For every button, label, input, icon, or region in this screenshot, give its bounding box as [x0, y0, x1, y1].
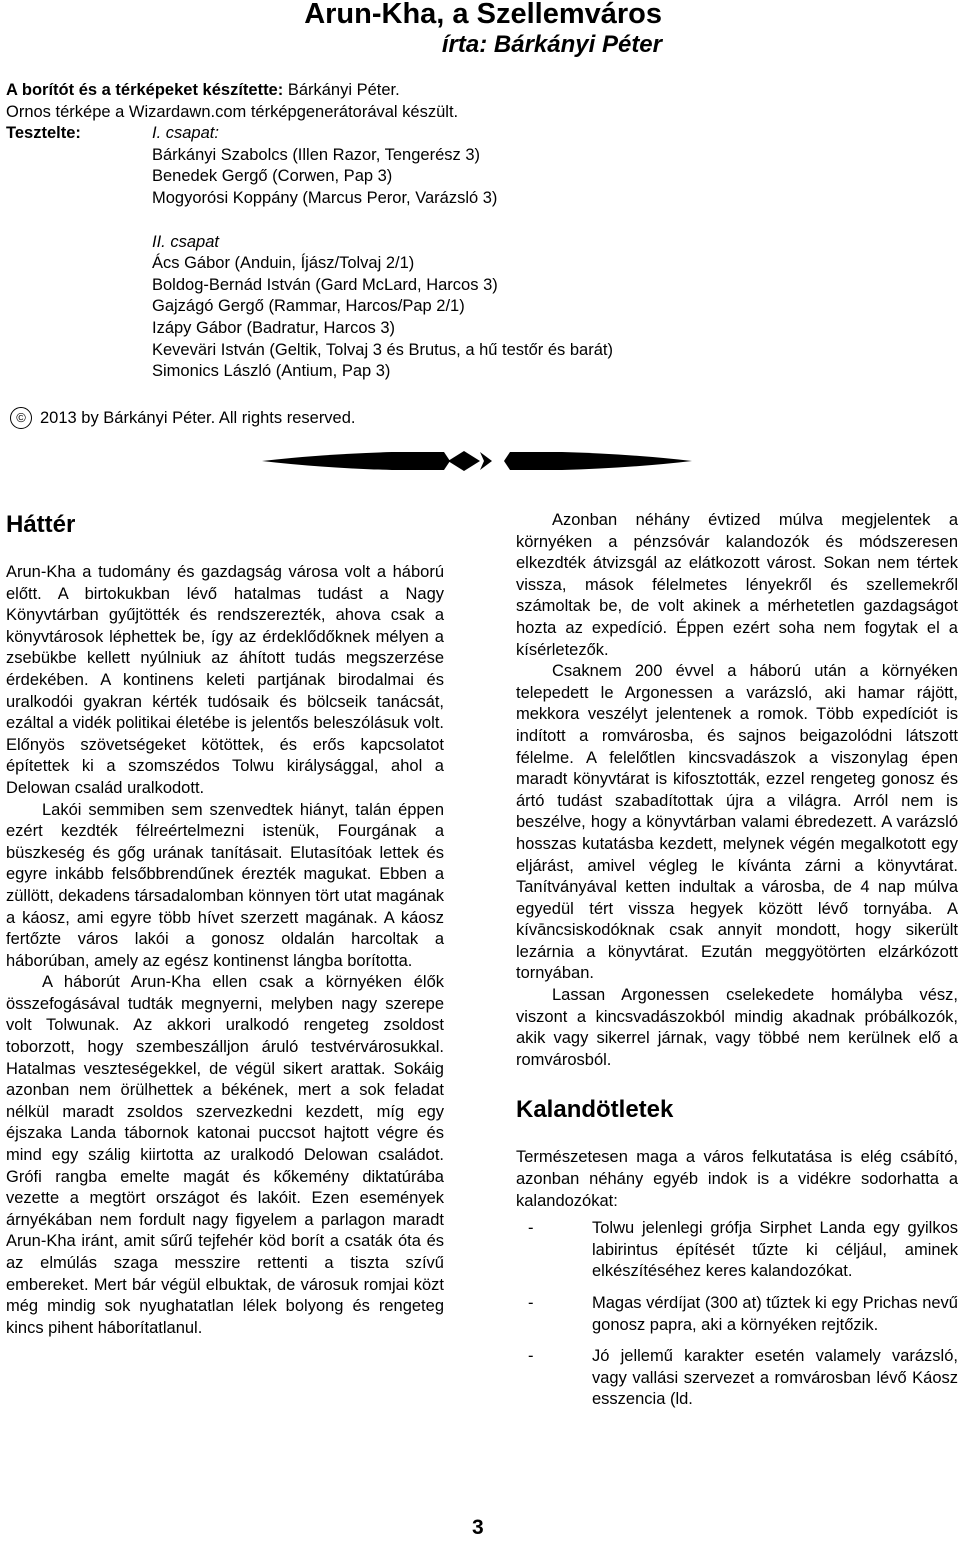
title-block [304, 0, 662, 62]
left-column [6, 510, 444, 1339]
group1-member: Benedek Gergő (Corwen, Pap 3) [152, 167, 393, 186]
right-column [516, 510, 958, 1421]
tested-by-label: Tesztelte: [6, 124, 81, 143]
paragraph: Lakói semmiben sem szenvedtek hiányt, talán éppen ezért kezdték félreértelmezni istenük, Fourgának a büszkeség és gőg urának tanításait. Elutasítóak lettek és egyre inkább felsőbbrendűnek érezték magukat. Ebben a züllött, dekadens társadalomban könnyen tört utat magának a káosz, ami egyre több hívet szerzett magának. A káosz fertőzte város lakói a gonosz oldalán harcoltak a háborúban, amely az egész kontinenst lángba borította. [6, 800, 444, 970]
cover-credit-value: Bárkányi Péter. [283, 81, 400, 99]
paragraph: A háborút Arun-Kha ellen csak a környéken élők összefogásával tudták megnyerni, melyben nagy szerepe volt Tolwunak. Az akkori uralkodó rengeteg zsoldost toborzott, hogy szembeszálljon áruló testvérvárosukkal. Hatalmas veszteségekkel, de végül sikert arattak. Sokáig azonban nem örülhettek a békének, mert a sok feladat nélkül maradt zsoldos szervezkedni kezdett, míg egy éjszaka Landa tábornok katonai puccsot hajtott végre és mind egy szálig kiirtotta az uralkodó Delowan családot. Grófi rangba emelte magát és kőkemény diktatúrába vezette a megtört országot és lakóit. Ezen események árnyékában nem fordult nagy figyelem a parlagon maradt Arun-Kha iránt, amit sűrű tejfehér köd borít a csaták óta és az elmúlás szaga messzire rettenti a tiszta szívű embereket. Mert bár végül elbuktak, de városuk romjai közt még mindig sok nyughatatlan lélek bolyong és rengeteg kincs pihent háborítatlanul. [6, 973, 444, 1337]
group2-member: Boldog-Bernád István (Gard McLard, Harcos 3) [152, 275, 498, 294]
group2-member: Ács Gábor (Anduin, Íjász/Tolvaj 2/1) [152, 254, 415, 273]
copyright-line [10, 407, 356, 429]
list-item [516, 1218, 958, 1283]
paragraph: Arun-Kha a tudomány és gazdagság városa volt a háború előtt. A birtokukban lévő hatalmas tudást a Nagy Könyvtárban gyűjtötték és rendszerezték, ahova csak a könyvtárosok léphettek be, így az érdeklődőknek mélyen a zsebükbe kellett nyúlniuk az áhított tudás megszerzése érdekében. A kontinens keleti partjának birodalmai és uralkodói gyakran kérték tudósaik és bölcseik tanácsát, ezáltal a vidék politikai életébe is jelentős beleszólásuk volt. Előnyös szövetségeket kötöttek, és erős kapcsolatot építettek ki a szomszédos Tolwu királysággal, ahol a Delowan család uralkodott. [6, 563, 444, 797]
intro-paragraph: Természetesen maga a város felkutatása is elég csábító, azonban néhány egyéb indok is a vidékre sodorhatta a kalandozókat: [516, 1148, 958, 1210]
group1-title: I. csapat: [152, 124, 219, 143]
paragraph: Csaknem 200 évvel a háború után a környéken telepedett le Argonessen a varázsló, aki hamar rájött, mekkora veszélyt jelentenek a romok. Több expedíciót is indított a romvárosba, és sajnos beigazolódni látszott félelme. A felelőtlen kincsvadászok a viszonylag épen maradt könyvtárat is kifosztották, ezzel rengeteg gonosz és ártó tudást szabadítottak újra a világra. Arról nem is beszélve, hogy a könyvtárban valami ébredezett. A varázsló hosszas kutatásba kezdett, melynek végén megalkotott egy eljárást, amivel végleg le kívánta zárni a könyvtárat. Tanítványával ketten indultak a városba, de 4 nap múlva egyedül tért vissza hegyek között lévő tornyába. A kívāncsiskodóknak csak annyit mondott, hogy sikerült lezárnia a könyvtárat. Ezután meggyötörten elzárkózott tornyában. [516, 662, 958, 983]
group1-member: Mogyorósi Koppány (Marcus Peror, Varázsló 3) [152, 188, 498, 207]
list-item-text: Magas vérdíjat (300 at) tűztek ki egy Prichas nevű gonosz papra, aki a környéken rejtőzik. [592, 1294, 958, 1334]
paragraph: Lassan Argonessen cselekedete homályba vész, viszont a kincsvadászokból mindig akadnak próbálkozók, akik vagy sikerrel járnak, vagy többé nem kerülnek elő a romvárosból. [516, 986, 958, 1069]
tested-by-row [6, 123, 946, 145]
section-heading-kalandotletek: Kalandötletek [516, 1096, 674, 1124]
group2-member: Keveväri István (Geltik, Tolvaj 3 és Brutus, a hű testőr és barát) [152, 340, 613, 359]
list-item [516, 1293, 958, 1336]
credits-section [6, 80, 946, 383]
cover-credit [6, 80, 946, 102]
list-item-text: Tolwu jelenlegi grófja Sirphet Landa egy gyilkos labirintus építését tűzte ki céljául, aminek elkészítéséhez keres kalandozókat. [592, 1219, 958, 1281]
copyright-icon: © [10, 407, 32, 429]
cover-credit-label: A borítót és a térképeket készítette: [6, 81, 284, 99]
group2-member: Izápy Gábor (Badratur, Harcos 3) [152, 318, 396, 337]
adventure-list [516, 1218, 958, 1411]
paragraph: Azonban néhány évtized múlva megjelentek a környéken a pénzsóvár kalandozók és módszeresen elkezdték átvizsgál az elátkozott várost. Sokan nem tértek vissza, mások félelmetes lényekről és szellemekről számoltak be, de volt akinek a mérhetetlen gazdagságot hozta az expedíció. Éppen ezért soha nem fogytak el a kísérletezők. [516, 511, 958, 659]
list-item-text: Jó jellemű karakter esetén valamely varázsló, vagy vallási szervezet a romvárosban lévő Káosz esszencia (ld. [592, 1347, 958, 1409]
copyright-text: 2013 by Bárkányi Péter. All rights reserved. [40, 408, 356, 427]
list-item [516, 1346, 958, 1411]
ornament-divider [262, 441, 692, 481]
page-number: 3 [472, 1516, 484, 1539]
author-subtitle: írta: Bárkányi Péter [441, 31, 662, 58]
group1-member: Bárkányi Szabolcs (Illen Razor, Tengerész 3) [152, 145, 481, 164]
group2-member: Gajzágó Gergő (Rammar, Harcos/Pap 2/1) [152, 297, 465, 316]
bullet-dash: - [528, 1219, 534, 1238]
group2-title: II. csapat [152, 232, 219, 251]
map-credit: Ornos térképe a Wizardawn.com térképgenerátorával készült. [6, 102, 459, 121]
page-title: Arun-Kha, a Szellemváros [304, 0, 662, 30]
group2-member: Simonics László (Antium, Pap 3) [152, 362, 391, 381]
bullet-dash: - [528, 1294, 534, 1312]
section-heading-hatter: Háttér [6, 511, 76, 538]
bullet-dash: - [528, 1347, 534, 1366]
